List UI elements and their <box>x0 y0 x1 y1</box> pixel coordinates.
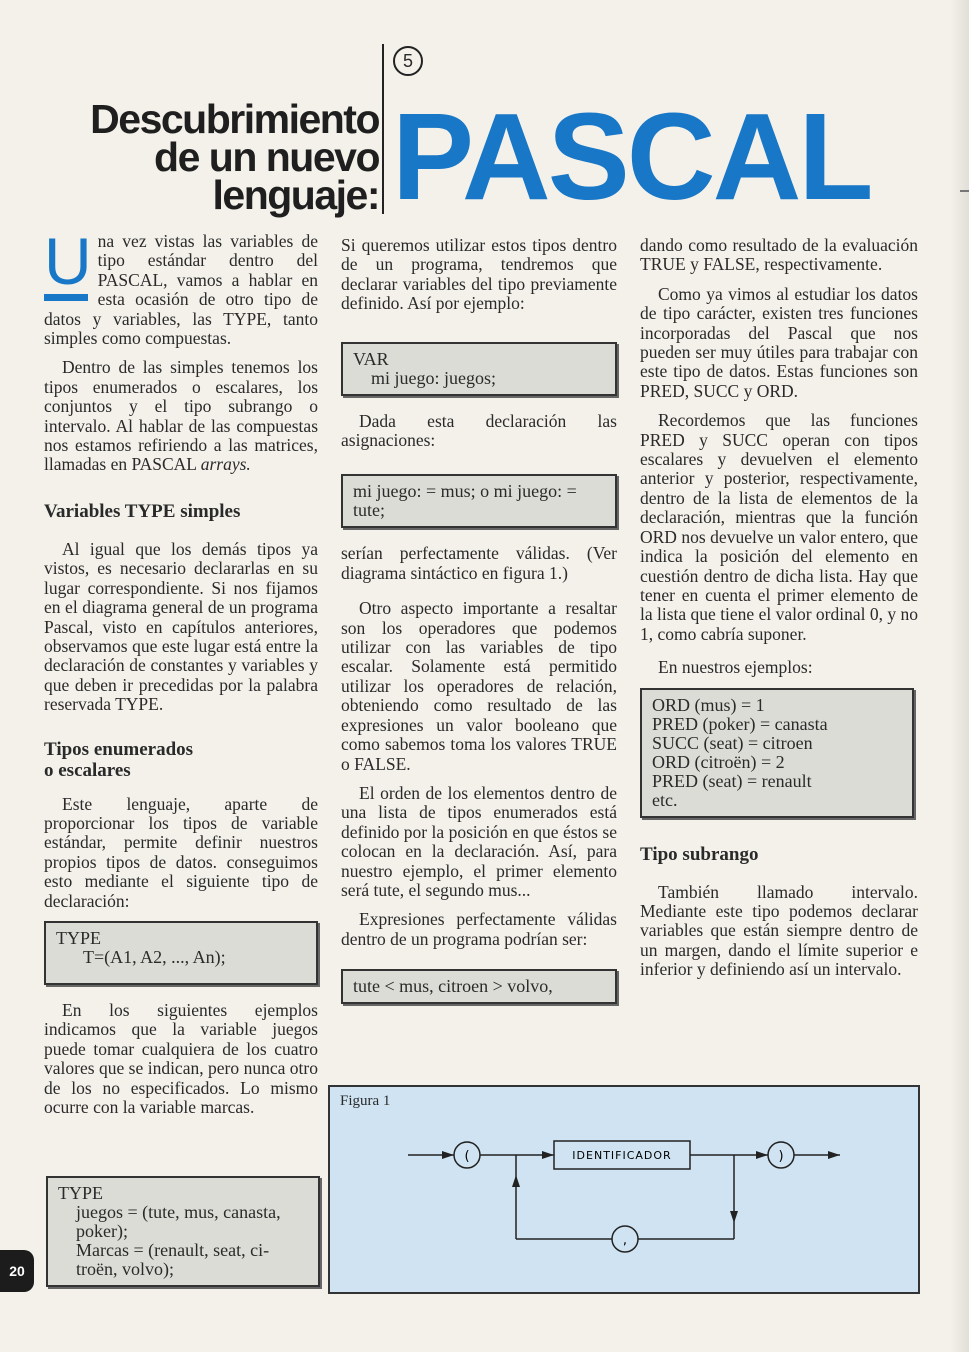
paragraph: El orden de los elementos dentro de una lista de tipos enumerados está definido por la posición en que éstos se colocan en la declaración. Así, para nuestro ejemplo, el primer elemento será tute, el segundo mus... <box>341 782 617 900</box>
title-divider <box>382 44 384 214</box>
title-line-1: Descubrimiento <box>90 96 379 142</box>
title-subtitle <box>90 96 379 218</box>
code-line: ORD (citroën) = 2 <box>652 751 785 772</box>
code-line: poker); <box>58 1221 128 1241</box>
paragraph: Recordemos que las funciones PRED y SUCC operan con tipos escalares y devuelven el elemento anterior y posterior, respectivamente, dentro de la lista de elementos de la declaración, mientras que la función ORD nos devuelve un valor entero, que indica la posición del elemento en cuestión dentro de dicha lista. Hay que tener en cuenta el primer elemento de la lista que tiene el valor ordinal 0, y no 1, como cabría suponer. <box>640 410 918 644</box>
code-line: etc. <box>652 789 678 810</box>
paragraph: En los siguientes ejemplos indicamos que la variable juegos puede tomar cualquiera de los cuatro valores que se indican, pero nunca otro de los no especificados. Lo mismo ocurre con la variable marcas. <box>44 999 318 1117</box>
comma-text: , <box>622 1233 628 1248</box>
code-line: Marcas = (renault, seat, ci- <box>58 1240 270 1260</box>
code-line: tute < mus, citroen > volvo, <box>353 976 553 997</box>
section-heading: Variables TYPE simples <box>44 500 241 522</box>
edge-rule <box>960 190 969 192</box>
code-box <box>341 342 617 396</box>
code-line: SUCC (seat) = citroen <box>652 732 813 753</box>
open-paren-text: ( <box>464 1149 470 1164</box>
close-paren-text: ) <box>778 1149 784 1164</box>
code-line: mi juego: juegos; <box>353 367 496 388</box>
title-main: PASCAL <box>392 89 871 226</box>
code-box <box>341 474 617 528</box>
paragraph: serían perfectamente válidas. (Ver diagrama sintáctico en figura 1.) <box>341 543 617 583</box>
identifier-box <box>554 1141 690 1169</box>
paragraph: En nuestros ejemplos: <box>658 657 813 678</box>
section-heading: Tipo subrango <box>640 843 759 865</box>
syntax-diagram <box>330 1087 918 1292</box>
code-box <box>341 969 617 1004</box>
code-box <box>44 921 318 985</box>
title-line-3: lenguaje: <box>212 172 379 218</box>
paragraph: Expresiones perfectamente válidas dentro de un programa podrían ser: <box>341 909 617 949</box>
code-line: mi juego: = mus; o mi juego: = <box>353 481 577 502</box>
code-line: PRED (poker) = canasta <box>652 713 828 734</box>
page-fold-shadow <box>950 0 969 1352</box>
intro-paragraph: Una vez vistas las variables de tipo estándar dentro del PASCAL, vamos a hablar en esta ocasión de otro tipo de datos y variables, las TYPE, tanto simples como compuestas. <box>44 224 318 349</box>
drop-cap: U <box>44 230 98 301</box>
code-line: PRED (seat) = renault <box>652 770 812 791</box>
open-paren-node <box>454 1142 480 1168</box>
paragraph: Dentro de las simples tenemos los tipos enumerados o escalares, los conjuntos y el tipo subrango o intervalo. Al hablar de las compuestas nos estamos refiriendo a las matrices, llamadas en PASCAL arrays. <box>44 357 318 475</box>
paragraph: Este lenguaje, aparte de proporcionar los tipos de variable estándar, permite definir nuestros propios tipos de datos. conseguimos esto mediante el siguiente tipo de declaración: <box>44 793 318 911</box>
comma-node <box>612 1226 638 1252</box>
code-line: juegos = (tute, mus, canasta, <box>58 1202 281 1222</box>
column-2 <box>341 236 617 1020</box>
code-line: troën, volvo); <box>58 1259 174 1279</box>
figure-label: Figura 1 <box>340 1093 391 1109</box>
column-3 <box>640 236 918 990</box>
paragraph: dando como resultado de la evaluación TRUE y FALSE, respectivamente. <box>640 235 918 275</box>
code-line: tute; <box>353 500 385 521</box>
code-box <box>46 1176 320 1287</box>
section-heading: Tipos enumerados o escalares <box>44 738 194 781</box>
paragraph: Otro aspecto importante a resaltar son los operadores que podemos utilizar con las variables de tipo escalar. Solamente está permitido utilizar los operadores de relación, obteniendo como resultado de las expresiones un valor booleano que como sabemos toma los valores TRUE o FALSE. <box>341 598 617 774</box>
close-paren-node <box>768 1142 794 1168</box>
identifier-text: IDENTIFICADOR <box>572 1149 672 1162</box>
page-number: 20 <box>0 1250 34 1292</box>
code-line: TYPE <box>58 1183 103 1203</box>
paragraph: Si queremos utilizar estos tipos dentro de un programa, tendremos que declarar variables del tipo previamente definido. Así por ejemplo: <box>341 235 617 314</box>
title-line-2: de un nuevo <box>154 134 379 180</box>
paragraph: Al igual que los demás tipos ya vistos, es necesario declararlas en su lugar correspondiente. Si nos fijamos en el diagrama general de un programa Pascal, visto en capítulos anteriores, observamos que este lugar está entre la declaración de constantes y variables y que deben ir precedidas por la palabra reservada TYPE. <box>44 538 318 715</box>
code-line: ORD (mus) = 1 <box>652 694 765 715</box>
code-line: VAR <box>353 348 389 369</box>
chapter-marker: 5 <box>393 46 423 76</box>
paragraph: Como ya vimos al estudiar los datos de tipo carácter, existen tres funciones incorporadas del Pascal que nos pueden ser muy útiles para trabajar con este tipo de datos. Estas funciones son PRED, SUCC y ORD. <box>640 283 918 401</box>
figure-1 <box>328 1085 920 1294</box>
code-line: T=(A1, A2, ..., An); <box>56 946 226 967</box>
paragraph: Dada esta declaración las asignaciones: <box>341 410 617 451</box>
code-box <box>640 688 914 818</box>
paragraph: También llamado intervalo. Mediante este tipo podemos declarar variables que están siempre dentro de un margen, dando el límite superior e inferior y definiendo así un intervalo. <box>640 881 918 980</box>
column-1 <box>44 224 318 1127</box>
code-line: TYPE <box>56 927 101 948</box>
